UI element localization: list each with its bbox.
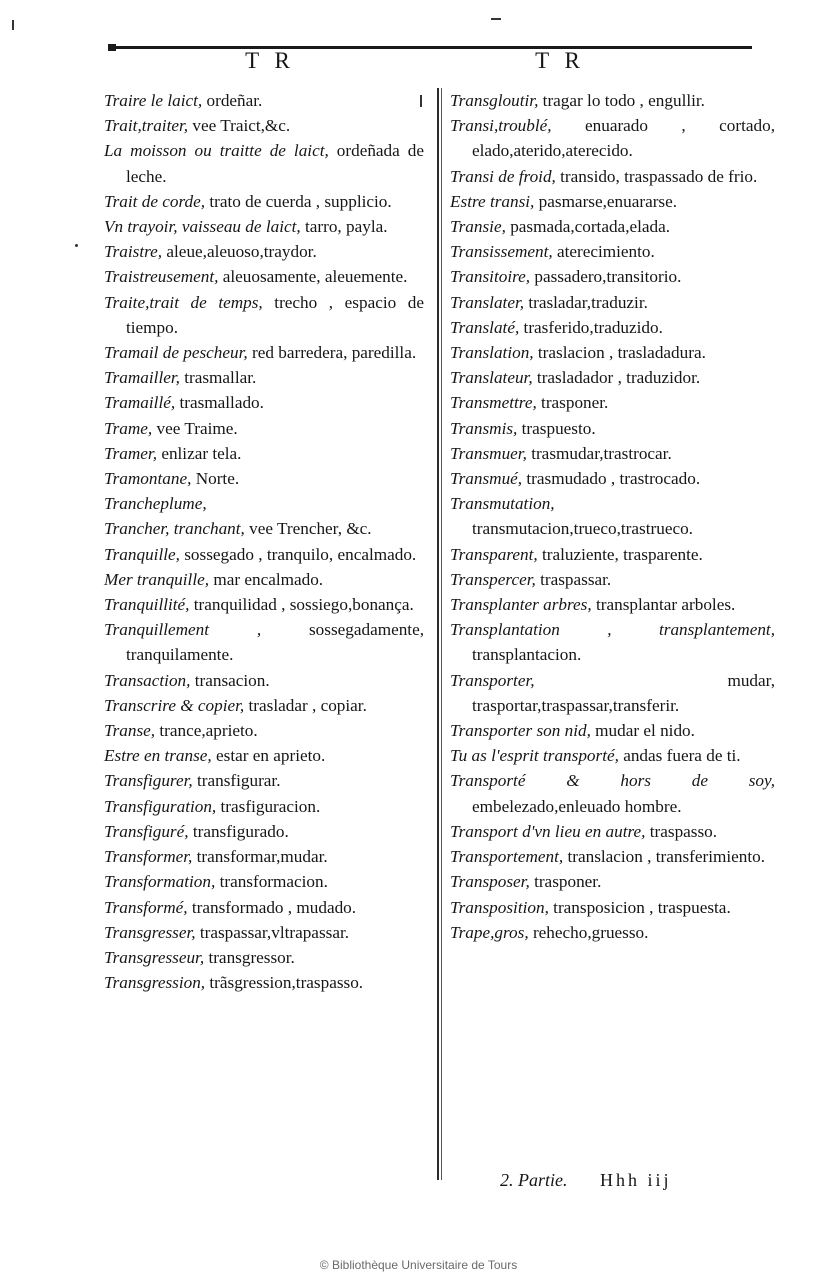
entry-translation: traslacion , trasladadura. bbox=[533, 343, 706, 363]
dictionary-entry bbox=[450, 441, 775, 466]
entry-headword: Trancher, tranchant, bbox=[104, 519, 245, 539]
column-divider bbox=[437, 88, 439, 1180]
entry-headword: Transporter son nid, bbox=[450, 721, 591, 741]
entry-translation: trasponer. bbox=[536, 393, 609, 413]
dictionary-entry bbox=[450, 617, 775, 667]
entry-headword: Tramer, bbox=[104, 443, 158, 463]
dictionary-entry bbox=[450, 164, 775, 189]
entry-translation: trecho , espacio de tiempo. bbox=[126, 292, 424, 337]
entry-translation: passadero,transitorio. bbox=[530, 267, 682, 287]
page-footer bbox=[500, 1170, 672, 1191]
entry-headword: Transportement, bbox=[450, 847, 564, 867]
dictionary-entry bbox=[450, 819, 775, 844]
entry-headword: Transporté & hors de soy, bbox=[450, 771, 775, 791]
entry-headword: Trancheplume, bbox=[104, 494, 207, 514]
left-column bbox=[104, 88, 424, 995]
running-head-right: T R bbox=[535, 48, 585, 73]
entry-headword: Transformer, bbox=[104, 847, 193, 867]
running-head-left: T R bbox=[245, 48, 295, 73]
entry-headword: Transmué, bbox=[450, 469, 523, 489]
dictionary-entry bbox=[104, 113, 424, 138]
dictionary-entry bbox=[450, 491, 775, 541]
entry-translation: rehecho,gruesso. bbox=[528, 922, 649, 942]
dictionary-entry bbox=[450, 895, 775, 920]
entry-headword: Translateur, bbox=[450, 368, 533, 388]
entry-translation: red barredera, paredilla. bbox=[247, 343, 417, 363]
dictionary-entry bbox=[104, 290, 424, 340]
dictionary-entry bbox=[450, 466, 775, 491]
dictionary-entry bbox=[104, 668, 424, 693]
dictionary-entry bbox=[450, 113, 775, 163]
entry-translation: aleue,aleuoso,traydor. bbox=[162, 242, 317, 262]
entry-headword: Translation, bbox=[450, 343, 534, 363]
entry-headword: La moisson ou traitte de laict, bbox=[104, 141, 329, 161]
entry-headword: Trame, bbox=[104, 418, 153, 438]
entry-translation: pasmada,cortada,elada. bbox=[505, 217, 671, 237]
dictionary-entry bbox=[450, 416, 775, 441]
entry-headword: Vn trayoir, vaisseau de laict, bbox=[104, 217, 301, 237]
entry-translation: ordeñar. bbox=[202, 91, 263, 110]
entry-headword: Mer tranquille, bbox=[104, 569, 210, 589]
entry-headword: Transgresser, bbox=[104, 922, 196, 942]
entry-headword: Transmettre, bbox=[450, 393, 537, 413]
entry-headword: Translater, bbox=[450, 292, 525, 312]
entry-headword: Trait,traiter, bbox=[104, 116, 189, 136]
entry-translation: trasmudar,trastrocar. bbox=[526, 443, 672, 463]
entry-translation: translacion , transferimiento. bbox=[563, 847, 766, 867]
dictionary-entry bbox=[104, 466, 424, 491]
entry-translation: aterecimiento. bbox=[552, 242, 655, 262]
dictionary-entry bbox=[450, 390, 775, 415]
entry-translation: ordeñada de leche. bbox=[126, 141, 424, 186]
dictionary-entry bbox=[104, 390, 424, 415]
entry-headword: Transgression, bbox=[104, 973, 206, 993]
entry-headword: Transformé, bbox=[104, 897, 188, 917]
entry-headword: Tramail de pescheur, bbox=[104, 343, 248, 363]
entry-translation: vee Traime. bbox=[152, 418, 238, 438]
column-divider-inner bbox=[441, 88, 442, 1180]
dictionary-entry bbox=[104, 214, 424, 239]
entry-translation: traspassar,vltrapassar. bbox=[195, 922, 350, 942]
dictionary-entry bbox=[104, 819, 424, 844]
entry-translation: transgressor. bbox=[204, 947, 295, 967]
entry-translation: tragar lo todo , engullir. bbox=[538, 91, 705, 110]
dictionary-entry bbox=[104, 592, 424, 617]
dictionary-entry bbox=[104, 617, 424, 667]
dictionary-entry bbox=[450, 668, 775, 718]
entry-headword: Tranquillité, bbox=[104, 595, 190, 615]
scan-speck bbox=[420, 95, 422, 107]
entry-translation: pasmarse,enuararse. bbox=[534, 191, 678, 211]
entry-translation: embelezado,enleuado hombre. bbox=[472, 796, 682, 816]
dictionary-entry bbox=[104, 491, 424, 516]
dictionary-entry bbox=[450, 214, 775, 239]
entry-headword: Transcrire & copier, bbox=[104, 695, 245, 715]
entry-translation: transformar,mudar. bbox=[192, 847, 328, 867]
dictionary-entry bbox=[104, 869, 424, 894]
dictionary-entry bbox=[450, 768, 775, 818]
entry-translation: enlizar tela. bbox=[157, 443, 242, 463]
entry-headword: Translaté, bbox=[450, 317, 520, 337]
entry-headword: Tramaillé, bbox=[104, 393, 176, 413]
entry-translation: trance,aprieto. bbox=[155, 721, 258, 741]
entry-headword: Transie, bbox=[450, 217, 506, 237]
dictionary-entry bbox=[450, 88, 775, 113]
entry-headword: Transgloutir, bbox=[450, 91, 539, 110]
entry-headword: Transplantation , transplantement, bbox=[450, 620, 775, 640]
entry-translation: traluziente, trasparente. bbox=[537, 544, 703, 564]
dictionary-entry bbox=[104, 743, 424, 768]
dictionary-entry bbox=[104, 340, 424, 365]
entry-translation: traspassar. bbox=[535, 569, 612, 589]
entry-translation: trãsgression,traspasso. bbox=[205, 973, 364, 993]
entry-headword: Transmis, bbox=[450, 418, 518, 438]
dictionary-entry bbox=[104, 189, 424, 214]
right-column bbox=[450, 88, 775, 945]
signature-mark: Hhh iij bbox=[600, 1170, 672, 1190]
entry-translation: tarro, payla. bbox=[300, 217, 388, 237]
entry-translation: mudar, trasportar,traspassar,transferir. bbox=[472, 670, 775, 715]
entry-translation: vee Trencher, &c. bbox=[244, 519, 372, 539]
entry-headword: Transfigurer, bbox=[104, 771, 193, 791]
dictionary-entry bbox=[104, 516, 424, 541]
entry-translation: transmutacion,trueco,trastrueco. bbox=[472, 519, 693, 539]
entry-headword: Transparent, bbox=[450, 544, 538, 564]
entry-headword: Estre en transe, bbox=[104, 746, 212, 766]
dictionary-entry bbox=[104, 416, 424, 441]
entry-translation: transfigurado. bbox=[188, 821, 289, 841]
entry-headword: Tu as l'esprit transporté, bbox=[450, 746, 619, 766]
entry-headword: Transformation, bbox=[104, 872, 216, 892]
entry-headword: Tranquillement , bbox=[104, 620, 262, 640]
entry-translation: trasladar , copiar. bbox=[244, 695, 367, 715]
entry-translation: trasponer. bbox=[529, 872, 602, 892]
entry-headword: Transaction, bbox=[104, 670, 191, 690]
entry-translation: mar encalmado. bbox=[209, 569, 324, 589]
dictionary-entry bbox=[450, 365, 775, 390]
dictionary-entry bbox=[104, 441, 424, 466]
dictionary-entry bbox=[104, 920, 424, 945]
part-label: 2. Partie. bbox=[500, 1170, 568, 1190]
dictionary-entry bbox=[450, 718, 775, 743]
entry-headword: Traistreusement, bbox=[104, 267, 219, 287]
entry-translation: andas fuera de ti. bbox=[618, 746, 741, 766]
top-rule bbox=[108, 46, 752, 49]
entry-headword: Trait de corde, bbox=[104, 191, 206, 211]
entry-headword: Transpercer, bbox=[450, 569, 536, 589]
entry-translation: transido, traspassado de frio. bbox=[555, 166, 758, 186]
entry-translation: trasfiguracion. bbox=[216, 796, 321, 816]
dictionary-entry bbox=[450, 567, 775, 592]
entry-translation: vee Traict,&c. bbox=[188, 116, 291, 136]
dictionary-entry bbox=[450, 315, 775, 340]
entry-headword: Tramailler, bbox=[104, 368, 180, 388]
dictionary-entry bbox=[104, 693, 424, 718]
entry-translation: trasmallado. bbox=[175, 393, 264, 413]
dictionary-entry bbox=[104, 365, 424, 390]
entry-headword: Traire le laict, bbox=[104, 91, 203, 110]
entry-translation: traspasso. bbox=[645, 821, 718, 841]
dictionary-entry bbox=[104, 239, 424, 264]
entry-translation: trasmudado , trastrocado. bbox=[522, 469, 701, 489]
entry-translation: sossegadamente, tranquilamente. bbox=[126, 620, 424, 665]
dictionary-entry bbox=[450, 844, 775, 869]
entry-translation: trasladador , traduzidor. bbox=[532, 368, 701, 388]
entry-translation: enuarado , cortado, elado,aterido,aterecido. bbox=[472, 116, 775, 161]
scan-speck bbox=[491, 18, 501, 20]
dictionary-entry bbox=[450, 743, 775, 768]
entry-translation: trasladar,traduzir. bbox=[524, 292, 648, 312]
entry-translation: sossegado , tranquilo, encalmado. bbox=[179, 544, 417, 564]
entry-headword: Transposition, bbox=[450, 897, 549, 917]
dictionary-entry bbox=[104, 264, 424, 289]
entry-headword: Traite,trait de temps, bbox=[104, 292, 263, 312]
entry-translation: transacion. bbox=[190, 670, 270, 690]
dictionary-entry bbox=[104, 138, 424, 188]
entry-headword: Trape,gros, bbox=[450, 922, 529, 942]
entry-translation: tranquilidad , sossiego,bonança. bbox=[189, 595, 414, 615]
dictionary-entry bbox=[104, 945, 424, 970]
entry-translation: trasmallar. bbox=[179, 368, 257, 388]
entry-headword: Transi,troublé, bbox=[450, 116, 552, 136]
entry-headword: Transgresseur, bbox=[104, 947, 205, 967]
library-credit: © Bibliothèque Universitaire de Tours bbox=[319, 1258, 518, 1272]
dictionary-entry bbox=[104, 895, 424, 920]
entry-headword: Transissement, bbox=[450, 242, 553, 262]
entry-translation: aleuosamente, aleuemente. bbox=[218, 267, 408, 287]
scan-speck bbox=[75, 244, 78, 247]
entry-translation: traspuesto. bbox=[517, 418, 596, 438]
entry-headword: Transport d'vn lieu en autre, bbox=[450, 821, 646, 841]
entry-headword: Transmuer, bbox=[450, 443, 527, 463]
entry-headword: Transmutation, bbox=[450, 494, 555, 514]
dictionary-entry bbox=[450, 189, 775, 214]
entry-translation: transplantacion. bbox=[472, 645, 582, 665]
dictionary-entry bbox=[450, 542, 775, 567]
dictionary-entry bbox=[450, 592, 775, 617]
dictionary-entry bbox=[450, 340, 775, 365]
entry-translation: estar en aprieto. bbox=[211, 746, 326, 766]
entry-headword: Transe, bbox=[104, 721, 156, 741]
dictionary-entry bbox=[450, 290, 775, 315]
entry-headword: Transporter, bbox=[450, 670, 535, 690]
entry-headword: Transposer, bbox=[450, 872, 530, 892]
dictionary-entry bbox=[104, 970, 424, 995]
dictionary-entry bbox=[450, 264, 775, 289]
entry-translation: mudar el nido. bbox=[590, 721, 695, 741]
dictionary-entry bbox=[450, 869, 775, 894]
dictionary-entry bbox=[450, 920, 775, 945]
entry-translation: transposicion , traspuesta. bbox=[548, 897, 731, 917]
entry-headword: Transi de froid, bbox=[450, 166, 556, 186]
entry-headword: Transitoire, bbox=[450, 267, 531, 287]
entry-translation: Norte. bbox=[191, 469, 240, 489]
dictionary-entry bbox=[104, 718, 424, 743]
dictionary-entry bbox=[104, 542, 424, 567]
entry-translation: transformacion. bbox=[215, 872, 328, 892]
dictionary-entry bbox=[104, 88, 424, 113]
entry-translation: trasferido,traduzido. bbox=[519, 317, 663, 337]
entry-translation: transformado , mudado. bbox=[187, 897, 357, 917]
entry-headword: Tramontane, bbox=[104, 469, 192, 489]
entry-headword: Traistre, bbox=[104, 242, 163, 262]
dictionary-entry bbox=[104, 794, 424, 819]
dictionary-entry bbox=[104, 567, 424, 592]
entry-headword: Transfiguration, bbox=[104, 796, 217, 816]
entry-headword: Tranquille, bbox=[104, 544, 180, 564]
dictionary-entry bbox=[104, 768, 424, 793]
entry-headword: Transfiguré, bbox=[104, 821, 189, 841]
entry-headword: Transplanter arbres, bbox=[450, 595, 592, 615]
entry-translation: transfigurar. bbox=[192, 771, 281, 791]
entry-headword: Estre transi, bbox=[450, 191, 535, 211]
entry-translation: trato de cuerda , supplicio. bbox=[205, 191, 392, 211]
dictionary-entry bbox=[450, 239, 775, 264]
dictionary-entry bbox=[104, 844, 424, 869]
entry-translation: transplantar arboles. bbox=[591, 595, 736, 615]
scan-speck bbox=[12, 20, 14, 30]
top-rule-ornament bbox=[108, 44, 116, 51]
